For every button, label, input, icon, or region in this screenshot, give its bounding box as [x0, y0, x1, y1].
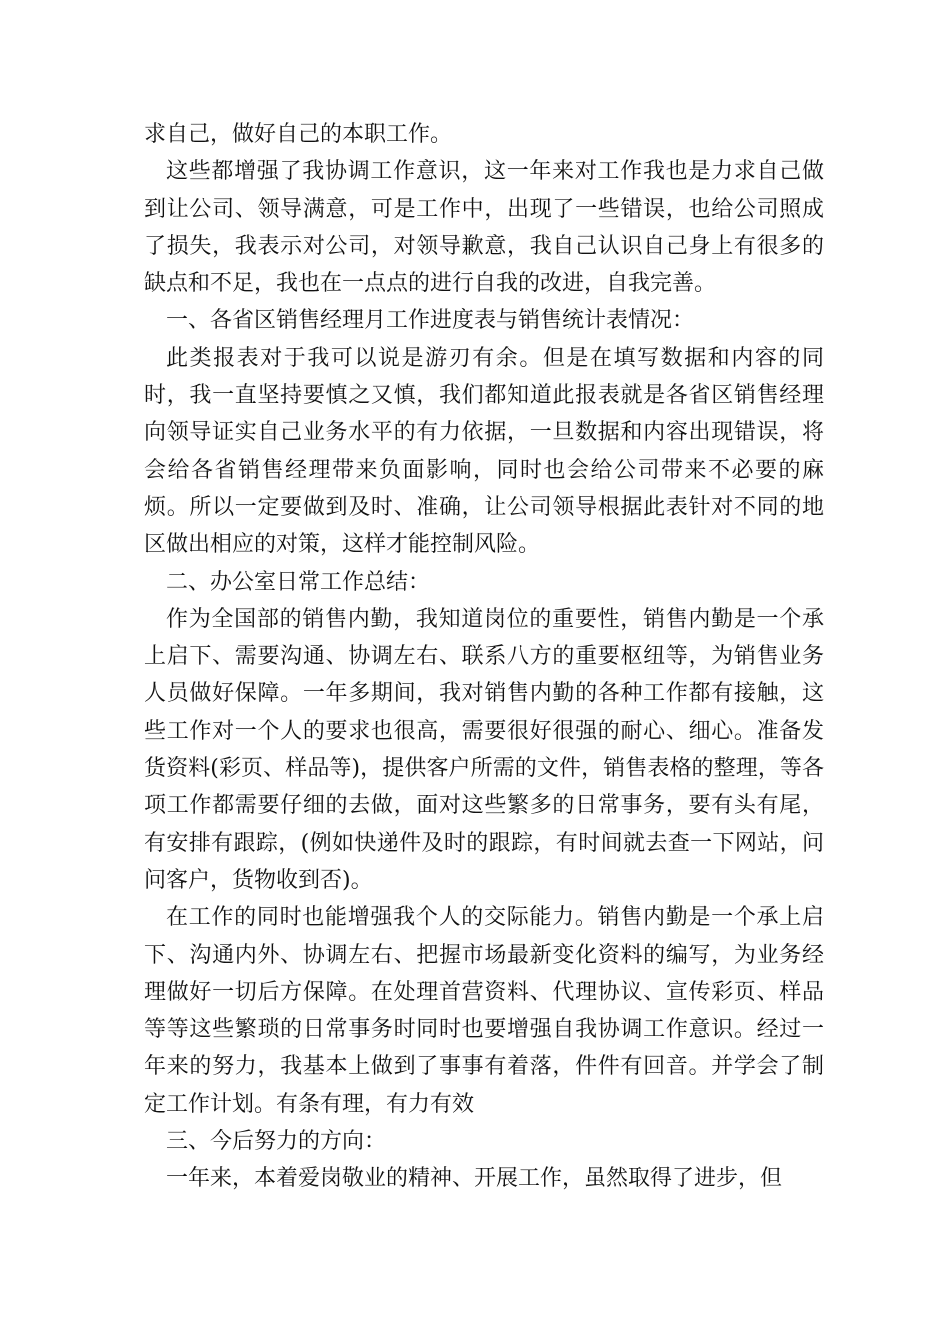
- paragraph-communication: 在工作的同时也能增强我个人的交际能力。销售内勤是一个承上启下、沟通内外、协调左右、把握市场最新变化资料的编写，为业务经理做好一切后方保障。在处理首营资料、代理协议、宣传彩页、样品等等这些繁琐的日常事务时同时也要增强自我协调工作意识。经过一年来的努力，我基本上做到了事事有着落，件件有回音。并学会了制定工作计划。有条有理，有力有效: [144, 905, 824, 1117]
- paragraph-future: 一年来，本着爱岗敬业的精神、开展工作，虽然取得了进步，但: [166, 1166, 783, 1192]
- paragraph-office-work: 作为全国部的销售内勤，我知道岗位的重要性，销售内勤是一个承上启下、需要沟通、协调左右、联系八方的重要枢纽等，为销售业务人员做好保障。一年多期间，我对销售内勤的各种工作都有接触，这些工作对一个人的要求也很高，需要很好很强的耐心、细心。准备发货资料(彩页、样品等)，提供客户所需的文件，销售表格的整理，等各项工作都需要仔细的去做，面对这些繁多的日常事务，要有头有尾，有安排有跟踪，(例如快递件及时的跟踪，有时间就去查一下网站，问问客户，货物收到否)。: [144, 606, 824, 893]
- paragraph-continuation: 求自己，做好自己的本职工作。: [144, 122, 453, 147]
- section-heading-3: 三、今后努力的方向：: [166, 1129, 387, 1155]
- paragraph-coordination: 这些都增强了我协调工作意识，这一年来对工作我也是力求自己做到让公司、领导满意，可是工作中，出现了一些错误，也给公司照成了损失，我表示对公司，对领导歉意，我自己认识自己身上有很多的缺点和不足，我也在一点点的进行自我的改进，自我完善。: [144, 159, 824, 297]
- document-body: [144, 116, 824, 1198]
- section-heading-2: 二、办公室日常工作总结：: [166, 569, 431, 595]
- paragraph-reports: 此类报表对于我可以说是游刃有余。但是在填写数据和内容的同时，我一直坚持要慎之又慎，我们都知道此报表就是各省区销售经理向领导证实自己业务水平的有力依据，一旦数据和内容出现错误，将会给各省销售经理带来负面影响，同时也会给公司带来不必要的麻烦。所以一定要做到及时、准确，让公司领导根据此表针对不同的地区做出相应的对策，这样才能控制风险。: [144, 345, 824, 558]
- section-heading-1: 一、各省区销售经理月工作进度表与销售统计表情况：: [166, 308, 695, 334]
